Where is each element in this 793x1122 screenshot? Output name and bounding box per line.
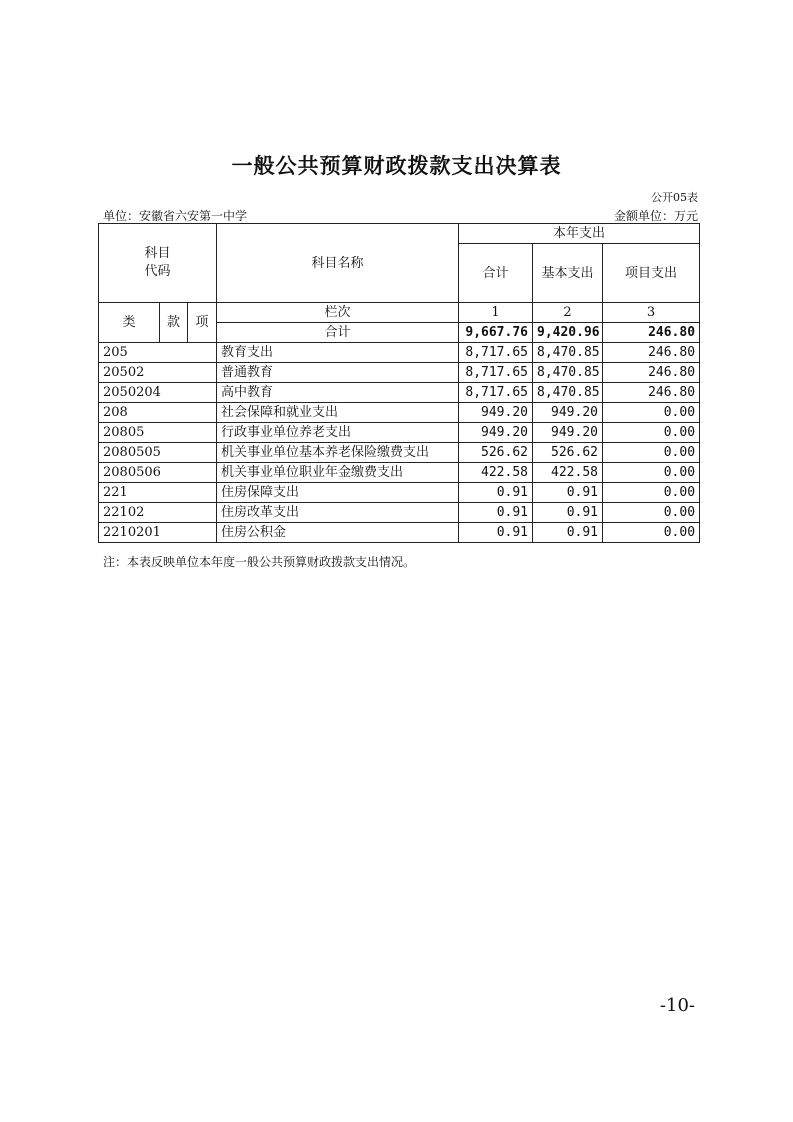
table-row <box>99 463 700 483</box>
row-total: 949.20 <box>459 423 533 443</box>
row-basic: 949.20 <box>533 403 603 423</box>
page-number: -10- <box>659 995 695 1016</box>
row-code: 2080506 <box>99 463 217 483</box>
header-annual-expense: 本年支出 <box>459 224 700 244</box>
row-name: 机关事业单位基本养老保险缴费支出 <box>217 443 459 463</box>
row-project: 0.00 <box>603 403 700 423</box>
row-code: 2080505 <box>99 443 217 463</box>
row-basic: 422.58 <box>533 463 603 483</box>
table-row <box>99 523 700 543</box>
header-total: 合计 <box>459 244 533 303</box>
row-name: 住房公积金 <box>217 523 459 543</box>
row-total: 949.20 <box>459 403 533 423</box>
row-total: 0.91 <box>459 483 533 503</box>
column-index-2: 2 <box>533 303 603 323</box>
total-project: 246.80 <box>603 323 700 343</box>
row-name: 机关事业单位职业年金缴费支出 <box>217 463 459 483</box>
row-project: 0.00 <box>603 463 700 483</box>
row-name: 社会保障和就业支出 <box>217 403 459 423</box>
column-index-1: 1 <box>459 303 533 323</box>
row-project: 246.80 <box>603 383 700 403</box>
row-project: 0.00 <box>603 443 700 463</box>
table-row <box>99 483 700 503</box>
total-total: 9,667.76 <box>459 323 533 343</box>
header-code: 科目 代码 <box>99 224 217 303</box>
row-total: 0.91 <box>459 523 533 543</box>
row-code: 221 <box>99 483 217 503</box>
table-note: 注：本表反映单位本年度一般公共预算财政拨款支出情况。 <box>103 555 416 569</box>
row-name: 住房改革支出 <box>217 503 459 523</box>
total-basic: 9,420.96 <box>533 323 603 343</box>
row-code: 22102 <box>99 503 217 523</box>
row-code: 2210201 <box>99 523 217 543</box>
header-name: 科目名称 <box>217 224 459 303</box>
row-basic: 0.91 <box>533 503 603 523</box>
row-total: 422.58 <box>459 463 533 483</box>
row-basic: 526.62 <box>533 443 603 463</box>
header-kuan: 款 <box>160 303 188 343</box>
row-basic: 8,470.85 <box>533 343 603 363</box>
column-index-label: 栏次 <box>217 303 459 323</box>
row-total: 8,717.65 <box>459 343 533 363</box>
row-basic: 8,470.85 <box>533 363 603 383</box>
row-total: 8,717.65 <box>459 383 533 403</box>
header-xiang: 项 <box>188 303 217 343</box>
header-project: 项目支出 <box>603 244 700 303</box>
row-project: 0.00 <box>603 423 700 443</box>
row-total: 526.62 <box>459 443 533 463</box>
table-row <box>99 383 700 403</box>
table-row <box>99 363 700 383</box>
header-lei: 类 <box>99 303 160 343</box>
row-project: 0.00 <box>603 523 700 543</box>
row-code: 208 <box>99 403 217 423</box>
row-name: 普通教育 <box>217 363 459 383</box>
header-basic: 基本支出 <box>533 244 603 303</box>
unit-label: 单位：安徽省六安第一中学 <box>103 209 248 223</box>
row-basic: 0.91 <box>533 523 603 543</box>
table-row <box>99 403 700 423</box>
table-row <box>99 343 700 363</box>
expense-table <box>98 223 700 543</box>
row-name: 高中教育 <box>217 383 459 403</box>
row-code: 20502 <box>99 363 217 383</box>
row-name: 行政事业单位养老支出 <box>217 423 459 443</box>
row-project: 0.00 <box>603 483 700 503</box>
row-code: 205 <box>99 343 217 363</box>
row-basic: 949.20 <box>533 423 603 443</box>
row-project: 0.00 <box>603 503 700 523</box>
row-basic: 0.91 <box>533 483 603 503</box>
row-total: 8,717.65 <box>459 363 533 383</box>
row-name: 住房保障支出 <box>217 483 459 503</box>
form-number: 公开05表 <box>651 191 698 204</box>
row-code: 20805 <box>99 423 217 443</box>
table-row <box>99 443 700 463</box>
column-index-3: 3 <box>603 303 700 323</box>
table-row <box>99 423 700 443</box>
total-label: 合计 <box>217 323 459 343</box>
row-project: 246.80 <box>603 343 700 363</box>
row-name: 教育支出 <box>217 343 459 363</box>
row-total: 0.91 <box>459 503 533 523</box>
table-row <box>99 503 700 523</box>
row-project: 246.80 <box>603 363 700 383</box>
money-unit-label: 金额单位：万元 <box>613 209 698 223</box>
row-basic: 8,470.85 <box>533 383 603 403</box>
row-code: 2050204 <box>99 383 217 403</box>
page-title: 一般公共预算财政拨款支出决算表 <box>231 154 562 178</box>
